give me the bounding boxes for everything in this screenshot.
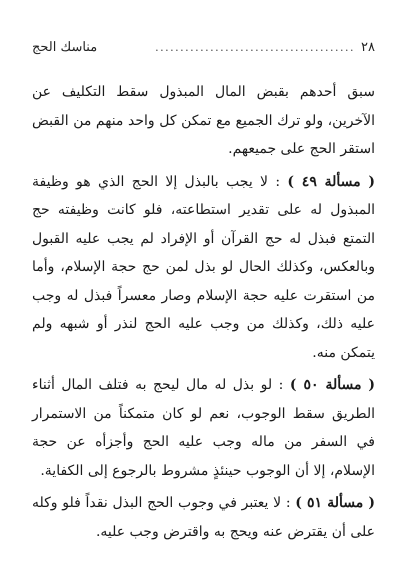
paragraph-text: : لو بذل له مال ليحج به فتلف المال أثناء الطريق سقط الوجوب، نعم لو كان متمكناً من الاستمرار في السفر من ماله وجب عليه الحج وأجزأه عن حجة الإسلام، إلا أن الوجوب حينئذٍ مشروط بالرجوع إلى الكفاية. (32, 377, 375, 479)
page-header (32, 40, 375, 56)
issue-label: ( مسألة ٥١ ) (295, 495, 375, 511)
issue-51-paragraph (32, 489, 375, 546)
issue-label: ( مسألة ٤٩ ) (287, 173, 375, 190)
page-body (32, 78, 375, 546)
page-number: ٢٨ (361, 40, 375, 55)
header-leader-dots: ........................................ (155, 41, 356, 54)
paragraph-text: : لا يجب بالبذل إلا الحج الذي هو وظيفة المبذول له على تقدير استطاعته، فلو كانت وظيفته حج التمتع فبذل له حج القرآن أو الإفراد لم يجب عليه القبول وبالعكس، وكذلك الحال لو بذل لمن حج حجة الإسلام، وأما من استقرت عليه حجة الإسلام وصار معسراً فبذل له وجب عليه ذلك، وكذلك من وجب عليه الحج لنذر أو شبهه ولم يتمكن منه. (32, 173, 375, 361)
issue-49-paragraph (32, 168, 375, 368)
running-title: مناسك الحج (32, 40, 98, 55)
issue-label: ( مسألة ٥٠ ) (289, 377, 376, 393)
paragraph-continuation (32, 78, 375, 164)
paragraph-text: : لا يعتبر في وجوب الحج البذل نقداً فلو وكله على أن يقترض عنه ويحج به واقترض وجب عليه. (32, 495, 375, 540)
issue-50-paragraph (32, 371, 375, 485)
paragraph-text: سبق أحدهم بقبض المال المبذول سقط التكليف عن الآخرين، ولو ترك الجميع مع تمكن كل واحد منهم من القبض استقر الحج على جميعهم. (32, 84, 375, 157)
